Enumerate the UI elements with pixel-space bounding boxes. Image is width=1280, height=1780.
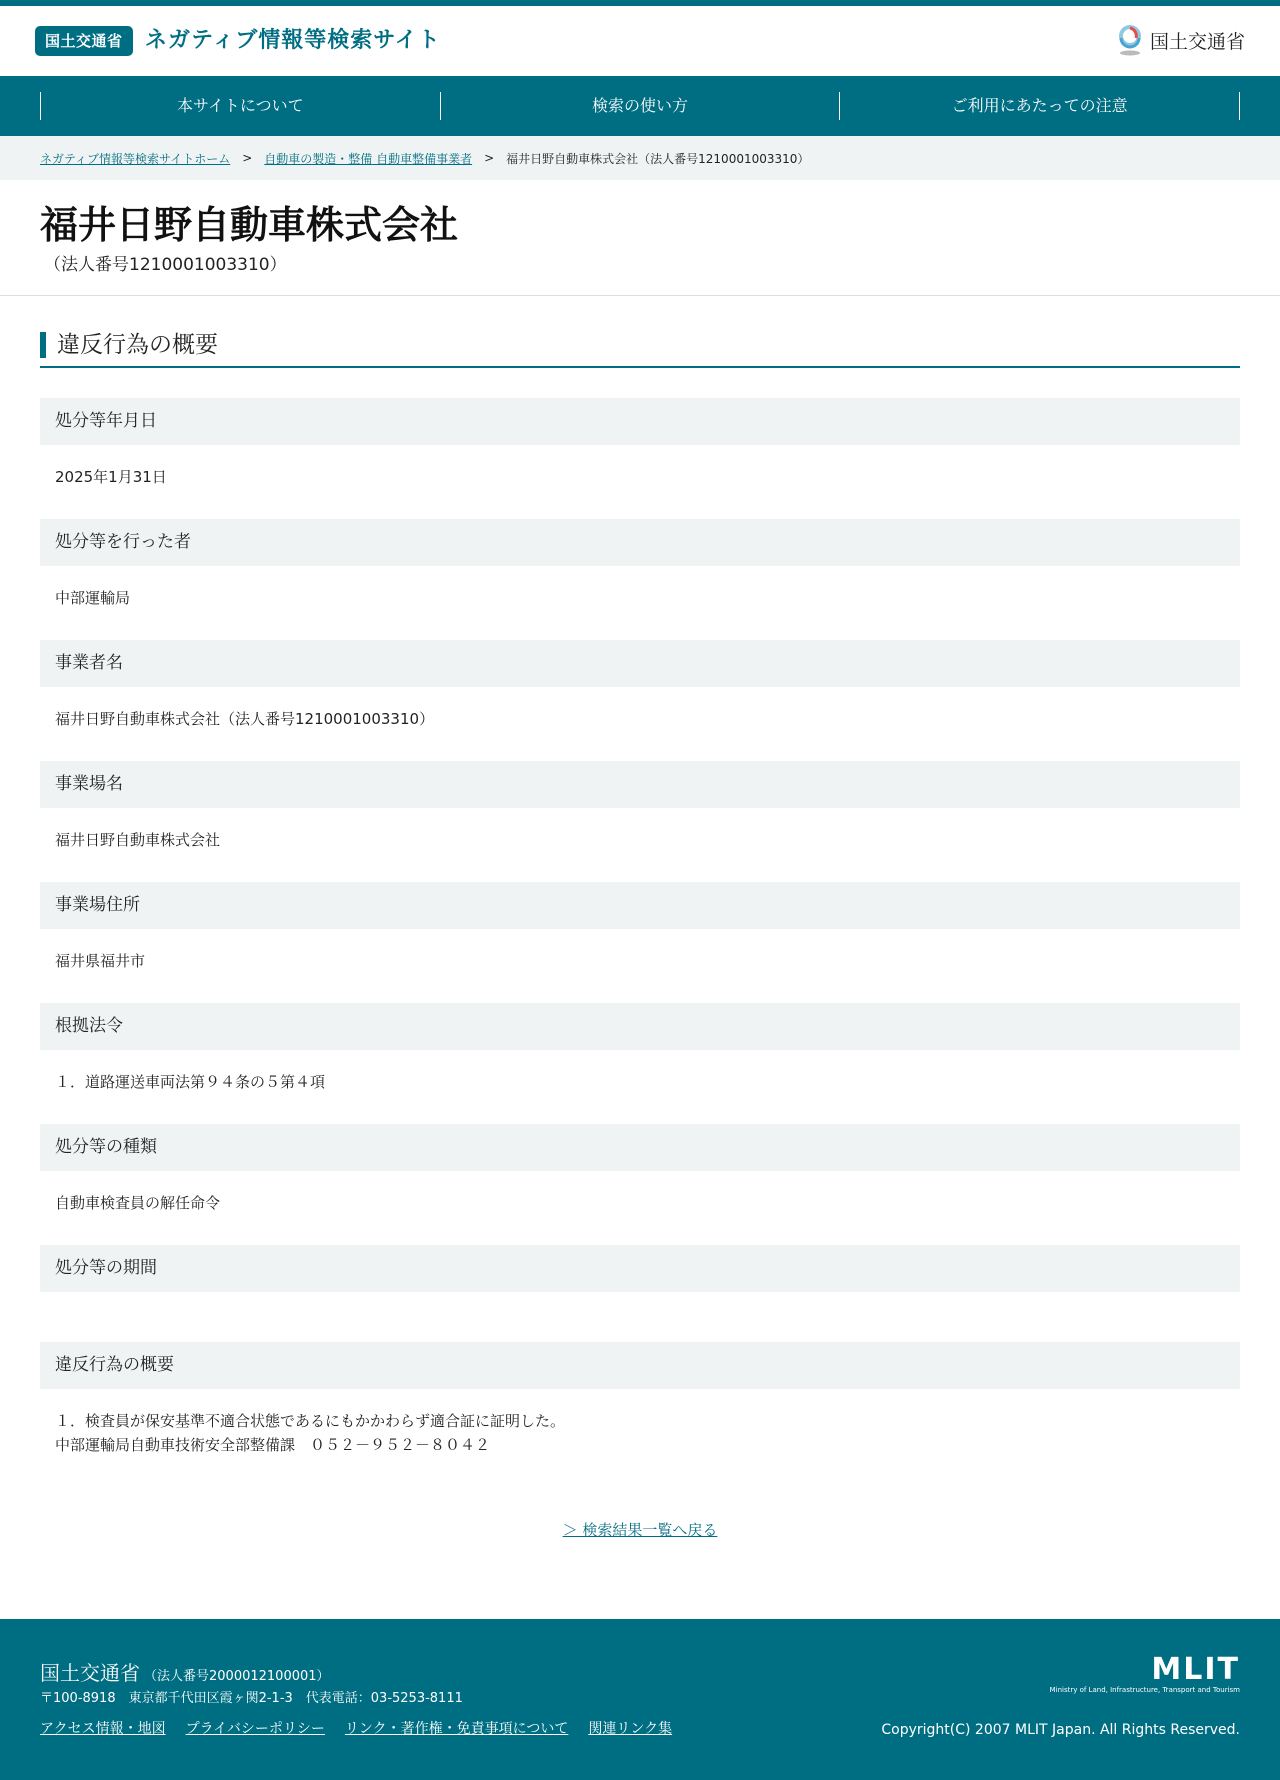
footer-logo-small: Ministry of Land, Infrastructure, Transport and Tourism [1049, 1686, 1240, 1694]
detail-item [40, 1245, 1240, 1342]
item-label: 処分等の期間 [40, 1245, 1240, 1292]
detail-item [40, 761, 1240, 882]
nav-item-howto[interactable]: 検索の使い方 [592, 96, 689, 115]
item-value: 中部運輸局 [55, 589, 131, 607]
footer-links [40, 1718, 672, 1738]
breadcrumb [0, 136, 1280, 180]
item-value [40, 1389, 1240, 1489]
item-value-line: １．検査員が保安基準不適合状態であるにもかかわらず適合証に証明した。 [55, 1412, 566, 1430]
item-value: 自動車検査員の解任命令 [55, 1194, 221, 1212]
nav-item-notice[interactable]: ご利用にあたっての注意 [951, 96, 1128, 115]
item-label: 処分等の種類 [40, 1124, 1240, 1171]
footer-copyright: Copyright(C) 2007 MLIT Japan. All Rights Reserved. [881, 1722, 1240, 1738]
item-value: １．道路運送車両法第９４条の５第４項 [55, 1073, 326, 1091]
footer-link-access[interactable]: アクセス情報・地図 [40, 1721, 166, 1737]
site-title[interactable]: ネガティブ情報等検索サイト [145, 28, 441, 53]
item-label: 事業者名 [40, 640, 1240, 687]
corporate-number: （法人番号1210001003310） [44, 255, 287, 275]
back-to-results-link[interactable]: ＞ 検索結果一覧へ戻る [562, 1521, 718, 1539]
detail-item [40, 1342, 1240, 1489]
page-heading [0, 180, 1280, 296]
item-value: 福井県福井市 [55, 952, 146, 970]
breadcrumb-separator: > [242, 151, 253, 165]
main-content [0, 296, 1280, 1540]
item-label: 事業場名 [40, 761, 1240, 808]
global-nav [0, 76, 1280, 136]
site-footer [0, 1619, 1280, 1780]
section-title: 違反行為の概要 [40, 332, 1240, 368]
item-value: 福井日野自動車株式会社 [55, 831, 221, 849]
breadcrumb-home-link[interactable]: ネガティブ情報等検索サイトホーム [40, 151, 231, 166]
breadcrumb-separator: > [484, 151, 495, 165]
nav-separator [1239, 92, 1240, 120]
detail-item [40, 1003, 1240, 1124]
breadcrumb-category-link[interactable]: 自動車の製造・整備 自動車整備事業者 [264, 151, 473, 166]
ministry-emblem-icon [1116, 24, 1144, 56]
item-label: 処分等を行った者 [40, 519, 1240, 566]
footer-org-name: 国土交通省 [40, 1661, 140, 1685]
nav-item-about[interactable]: 本サイトについて [177, 96, 304, 115]
detail-item [40, 398, 1240, 519]
site-header [0, 6, 1280, 76]
footer-link-copyright[interactable]: リンク・著作権・免責事項について [344, 1721, 569, 1737]
logo-text: 国土交通省 [1149, 30, 1245, 53]
detail-item [40, 882, 1240, 1003]
item-label: 処分等年月日 [40, 398, 1240, 445]
ministry-badge[interactable]: 国土交通省 [35, 26, 133, 56]
footer-logo-big: MLIT [1151, 1652, 1240, 1687]
footer-mlit-logo [1049, 1652, 1240, 1694]
item-value: 2025年1月31日 [55, 468, 167, 486]
back-link-wrap [40, 1519, 1240, 1540]
footer-org [40, 1657, 330, 1686]
item-value: 福井日野自動車株式会社（法人番号1210001003310） [55, 710, 435, 728]
item-label: 事業場住所 [40, 882, 1240, 929]
breadcrumb-current: 福井日野自動車株式会社（法人番号1210001003310） [506, 151, 810, 166]
page-title: 福井日野自動車株式会社 [40, 203, 459, 247]
item-value-line: 中部運輸局自動車技術安全部整備課 ０５２－９５２－８０４２ [55, 1436, 491, 1454]
item-value [40, 1292, 1240, 1342]
detail-item [40, 1124, 1240, 1245]
detail-item [40, 519, 1240, 640]
ministry-logo[interactable] [1116, 24, 1245, 56]
footer-link-related[interactable]: 関連リンク集 [588, 1721, 673, 1737]
detail-item [40, 640, 1240, 761]
item-label: 根拠法令 [40, 1003, 1240, 1050]
footer-link-privacy[interactable]: プライバシーポリシー [185, 1721, 325, 1737]
item-label: 違反行為の概要 [40, 1342, 1240, 1389]
footer-org-number: （法人番号2000012100001） [144, 1669, 330, 1684]
footer-address: 〒100-8918 東京都千代田区霞ヶ関2-1-3 代表電話：03-5253-8111 [40, 1691, 463, 1706]
